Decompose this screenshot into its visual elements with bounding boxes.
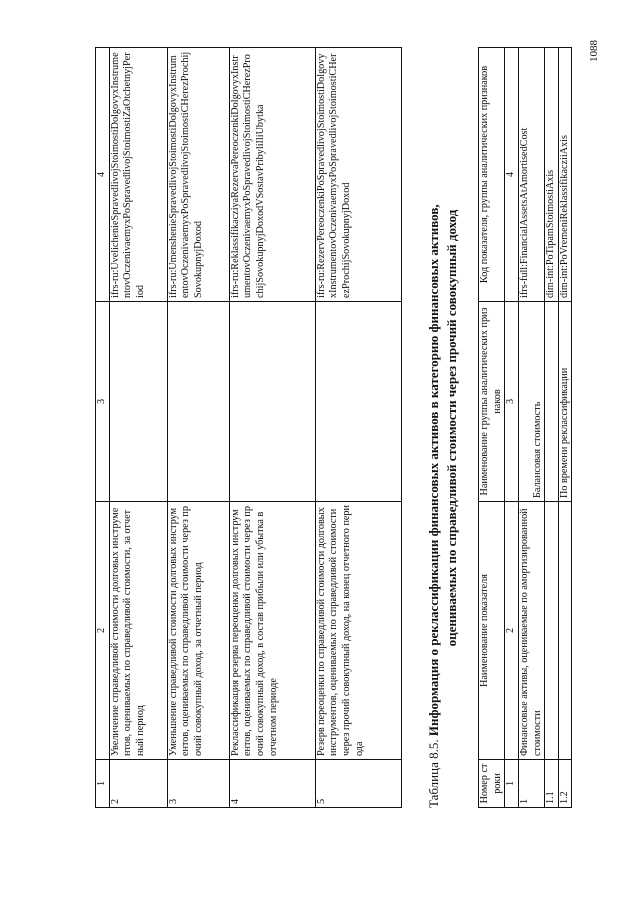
header-num-1: 1 (505, 760, 519, 808)
row-name (545, 502, 559, 760)
caption-title-line2: оцениваемых по справедливой стоимости через прочий совокупный доход (444, 209, 460, 647)
row-number: 5 (315, 760, 401, 808)
row-group (229, 302, 315, 502)
row-number: 1 (518, 760, 544, 808)
row-group (109, 302, 167, 502)
row-code: ifrs-full:FinancialAssetsAtAmortisedCost (518, 48, 544, 302)
row-group: По времени реклассификации (558, 302, 572, 502)
row-number: 3 (167, 760, 229, 808)
header-col-4: 4 (96, 48, 110, 302)
row-number: 4 (229, 760, 315, 808)
row-name: Финансовые активы, оцениваемые по амортизированной стоимости (518, 502, 544, 760)
header-col-3: 3 (96, 302, 110, 502)
table-continuation (95, 47, 402, 808)
header-num-4: 4 (505, 48, 519, 302)
row-code: ifrs-ru:UvelichenieSpravedlivojStoimostiDolgovyxInstrumentovOczenivaemyxPoSpravedlivojStoimostiZaOtchetnyjPeriod (109, 48, 167, 302)
row-name: Резерв переоценки по справедливой стоимости долговых инструментов, оцениваемых по справедливой стоимости через прочий совокупный доход, на конец отчетного периода (315, 502, 401, 760)
row-group (545, 302, 559, 502)
row-group: Балансовая стоимость (518, 302, 544, 502)
table-header (479, 48, 505, 808)
caption-title: Информация о реклассификации финансовых активов в категорию финансовых активов, (426, 204, 441, 737)
header-num-2: 2 (505, 502, 519, 760)
row-code: dim-int:PoVremeniReklassifikacziiAxis (558, 48, 572, 302)
caption-table-number: Таблица 8.5. (426, 739, 441, 808)
table-row (558, 48, 572, 808)
row-code: dim-int:PoTipamStoimostiAxis (545, 48, 559, 302)
row-group (315, 302, 401, 502)
table-8-5 (478, 47, 572, 808)
table-header-numbers (505, 48, 519, 808)
row-name: Уменьшение справедливой стоимости долговых инструментов, оцениваемых по справедливой стоимости через прочий совокупный доход, за отчетный период (167, 502, 229, 760)
table-row (315, 48, 401, 808)
table-row (518, 48, 544, 808)
table-row (229, 48, 315, 808)
table-row (545, 48, 559, 808)
row-name: Реклассификация резерва переоценки долговых инструментов, оцениваемых по справедливой стоимости через прочий совокупный доход, в состав прибыли или убытка в отчетном периоде (229, 502, 315, 760)
row-code: ifrs-ru:ReklassifikacziyaRezervaPereoczenkiDolgovyxInstrumentovOczenivaemyxPoSpravedlivojStoimostiCHerezProchijSovokupnyjDoxodVSostavPribyliIliUbytka (229, 48, 315, 302)
row-name: Увеличение справедливой стоимости долговых инструментов, оцениваемых по справедливой стоимости, за отчетный период (109, 502, 167, 760)
header-code: Код показателя, группы аналитических признаков (479, 48, 505, 302)
header-col-1: 1 (96, 760, 110, 808)
page-number: 1088 (588, 40, 600, 62)
row-number: 2 (109, 760, 167, 808)
row-group (167, 302, 229, 502)
table-header-numbers (96, 48, 110, 808)
row-name (558, 502, 572, 760)
header-row-number: Номер строки (479, 760, 505, 808)
table-row (109, 48, 167, 808)
table-caption (425, 48, 462, 808)
row-code: ifrs-ru:UmenshenieSpravedlivojStoimostiDolgovyxInstrumentovOczenivaemyxPoSpravedlivojStoimostiCHerezProchijSovokupnyjDoxod (167, 48, 229, 302)
header-num-3: 3 (505, 302, 519, 502)
row-number: 1.1 (545, 760, 559, 808)
row-number: 1.2 (558, 760, 572, 808)
header-group-name: Наименование группы аналитических признаков (479, 302, 505, 502)
table-row (167, 48, 229, 808)
row-code: ifrs-ru:RezervPereoczenkiPoSpravedlivojStoimostiDolgovyxInstrumentovOczenivaemyxPoSpravedlivojStoimostiCHerezProchijSovokupnyjDoxod (315, 48, 401, 302)
header-indicator-name: Наименование показателя (479, 502, 505, 760)
header-col-2: 2 (96, 502, 110, 760)
